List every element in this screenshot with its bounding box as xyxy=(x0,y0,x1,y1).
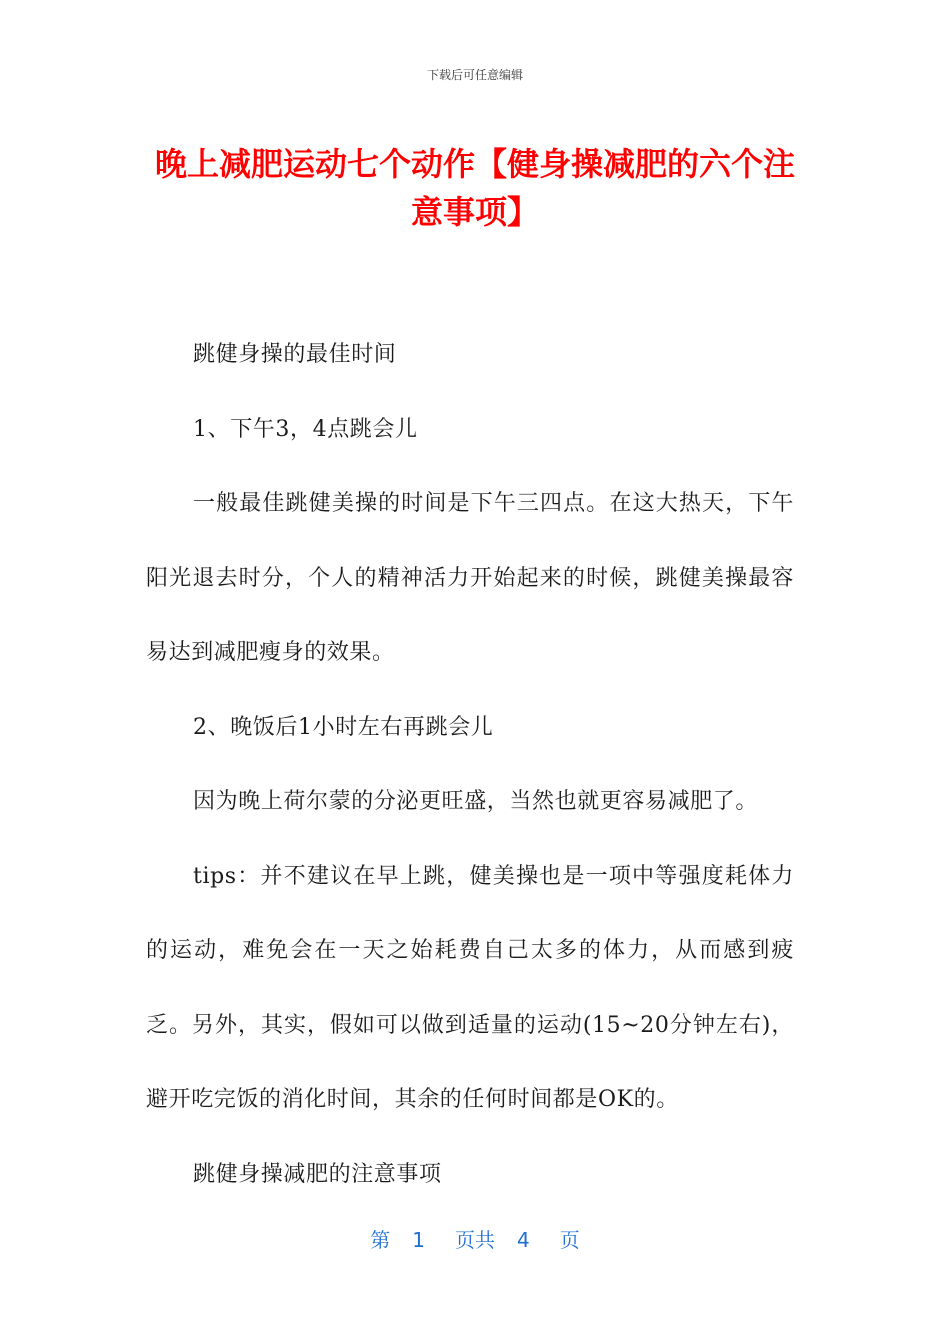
footer-prefix: 第 xyxy=(370,1228,391,1252)
paragraph-time-2-detail: 因为晚上荷尔蒙的分泌更旺盛，当然也就更容易减肥了。 xyxy=(193,789,759,814)
footer-middle: 页共 xyxy=(455,1228,495,1252)
paragraph-notes-heading: 跳健身操减肥的注意事项 xyxy=(193,1161,442,1187)
paragraph-section-heading: 跳健身操的最佳时间 xyxy=(193,342,397,367)
paragraph-tips: tips：并不建议在早上跳，健美操也是一项中等强度耗体力的运动，难免会在一天之始耗费自己太多的体力，从而感到疲乏。另外，其实，假如可以做到适量的运动(15~20分钟左右)，避开吃完饭的消化时间，其余的任何时间都是OK的。 xyxy=(146,863,794,1112)
footer-suffix: 页 xyxy=(559,1228,580,1252)
footer-total-pages: 4 xyxy=(517,1228,530,1252)
page-title: 晚上减肥运动七个动作【健身操减肥的六个注意事项】 xyxy=(154,145,795,231)
paragraph-time-1: 1、下午3，4点跳会儿 xyxy=(193,416,418,442)
paragraph-time-1-detail: 一般最佳跳健美操的时间是下午三四点。在这大热天，下午阳光退去时分，个人的精神活力开始起来的时候，跳健美操最容易达到减肥瘦身的效果。 xyxy=(146,491,794,665)
document-body xyxy=(146,318,794,1212)
footer-current-page: 1 xyxy=(412,1228,425,1252)
page-footer xyxy=(0,1224,950,1253)
paragraph-time-2: 2、晚饭后1小时左右再跳会儿 xyxy=(193,714,494,740)
header-note: 下载后可任意编辑 xyxy=(426,68,523,82)
